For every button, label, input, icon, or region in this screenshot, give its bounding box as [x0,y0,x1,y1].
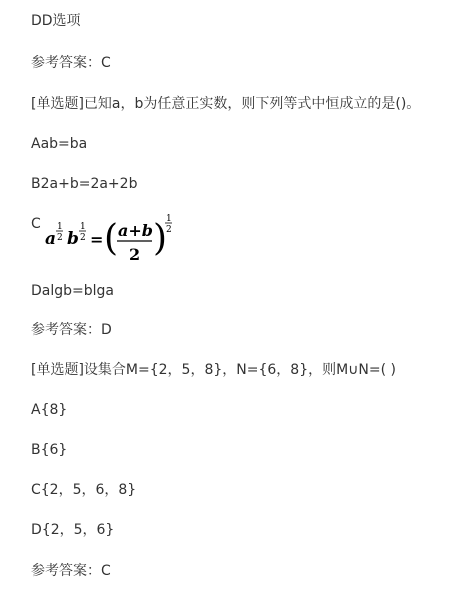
option-d-2: D{2，5，6} [31,522,115,538]
option-c-2: C{2，5，6，8} [31,482,137,498]
answer-2: 参考答案：D [31,322,112,338]
option-c-label: C [31,216,41,232]
formula-exp-a-den: 2 [57,233,63,243]
formula-outer-exp-num: 1 [166,214,172,224]
formula-b: b [67,229,79,249]
formula-a: a [45,229,57,249]
option-b: B2a+b=2a+2b [31,176,138,192]
answer-1: 参考答案：C [31,55,111,71]
answer-3: 参考答案：C [31,563,111,579]
question-2: [单选题]已知a，b为任意正实数，则下列等式中恒成立的是()。 [31,96,421,112]
formula-lparen: ( [104,218,119,259]
option-d: Dalgb=blga [31,283,114,299]
formula-exp-b-den: 2 [80,233,86,243]
formula-exp-a-num: 1 [57,222,63,232]
formula-frac-num: a+b [118,221,153,240]
question-3: [单选题]设集合M={2，5，8}，N={6，8}，则M∪N=( ) [31,362,397,378]
formula-equals: = [90,230,104,249]
option-b-2: B{6} [31,442,68,458]
formula-exp-b-num: 1 [80,222,86,232]
formula-rparen: ) [153,218,168,259]
option-c [31,212,231,268]
option-a-2: A{8} [31,402,68,418]
option-a: Aab=ba [31,136,88,152]
option-d-previous: DD选项 [31,13,81,29]
formula-frac-den: 2 [129,245,141,264]
formula-outer-exp-den: 2 [166,225,172,235]
option-c-formula [31,212,231,268]
